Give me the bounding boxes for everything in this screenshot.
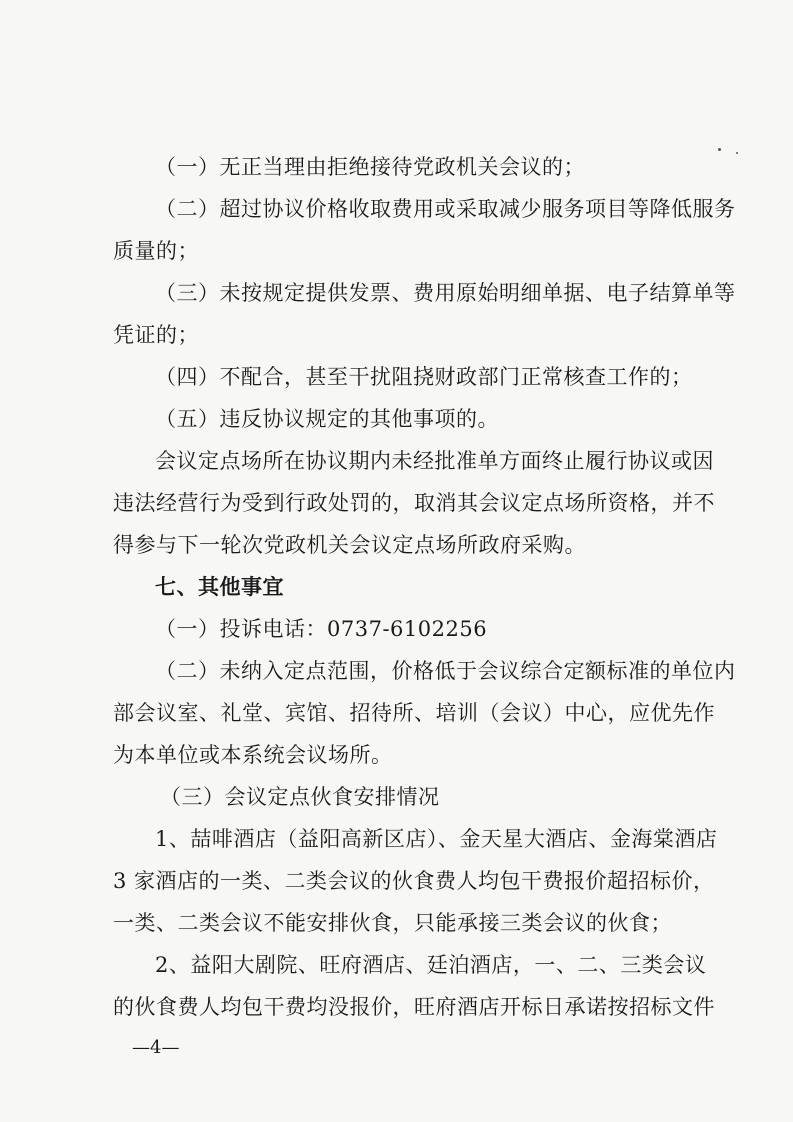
text-line-6: （四）不配合，甚至干扰阻挠财政部门正常核查工作的； xyxy=(155,365,693,389)
scan-speck xyxy=(718,148,721,151)
text-line-12: （一）投诉电话：0737-6102256 xyxy=(155,617,488,641)
text-line-13: （二）未纳入定点范围，价格低于会议综合定额标准的单位内 xyxy=(155,659,736,683)
text-line-19: 一类、二类会议不能安排伙食，只能承接三类会议的伙食； xyxy=(113,911,672,935)
text-line-7: （五）违反协议规定的其他事项的。 xyxy=(155,407,499,431)
text-line-16: （三）会议定点伙食安排情况 xyxy=(160,785,440,809)
text-line-1: （一）无正当理由拒绝接待党政机关会议的； xyxy=(155,155,585,179)
text-line-14: 部会议室、礼堂、宾馆、招待所、培训（会议）中心，应优先作 xyxy=(113,701,715,725)
text-line-15: 为本单位或本系统会议场所。 xyxy=(113,743,393,767)
text-line-5: 凭证的； xyxy=(113,323,199,347)
section-heading: 七、其他事宜 xyxy=(155,574,284,599)
text-line-9: 违法经营行为受到行政处罚的，取消其会议定点场所资格，并不 xyxy=(113,491,715,515)
text-line-10: 得参与下一轮次党政机关会议定点场所政府采购。 xyxy=(113,533,586,557)
text-line-4: （三）未按规定提供发票、费用原始明细单据、电子结算单等 xyxy=(155,281,736,305)
text-line-17: 1、喆啡酒店（益阳高新区店）、金天星大酒店、金海棠酒店 xyxy=(155,827,718,851)
text-line-18: 3 家酒店的一类、二类会议的伙食费人均包干费报价超招标价， xyxy=(113,869,715,893)
text-line-3: 质量的； xyxy=(113,239,199,263)
text-line-8: 会议定点场所在协议期内未经批准单方面终止履行协议或因 xyxy=(155,449,714,473)
scan-speck xyxy=(736,152,738,154)
text-line-21: 的伙食费人均包干费均没报价，旺府酒店开标日承诺按招标文件 xyxy=(113,995,715,1019)
page-number: —4— xyxy=(132,1037,180,1058)
text-line-2: （二）超过协议价格收取费用或采取减少服务项目等降低服务 xyxy=(155,197,736,221)
text-line-20: 2、益阳大剧院、旺府酒店、廷泊酒店，一、二、三类会议 xyxy=(155,953,707,977)
